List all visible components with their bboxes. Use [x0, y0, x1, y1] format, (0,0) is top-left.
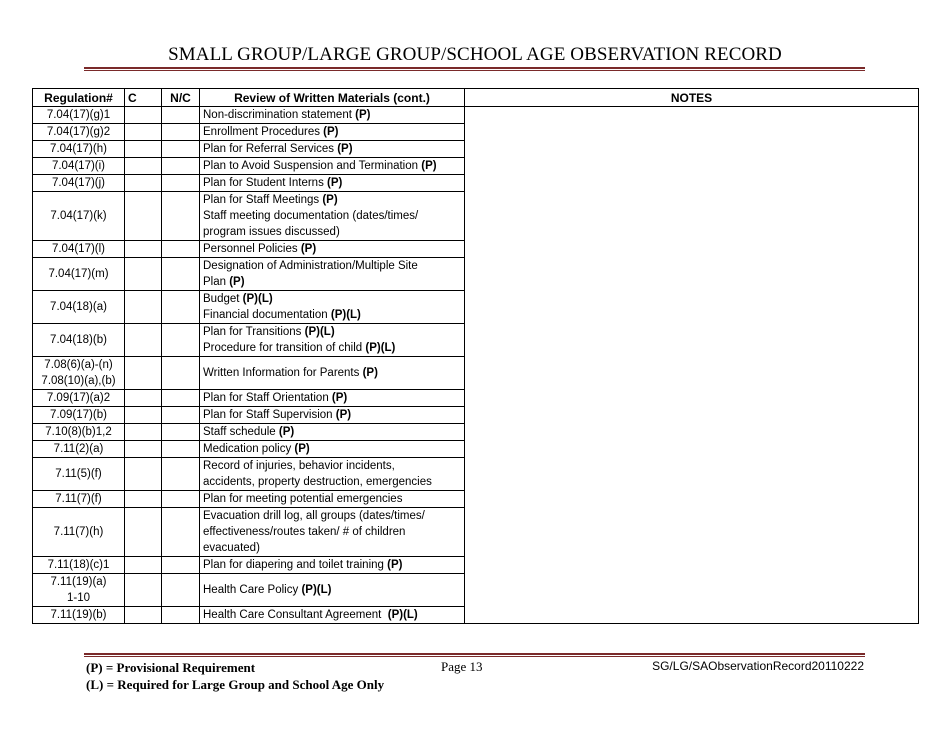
review-line: [203, 441, 461, 457]
regulation-cell: [33, 441, 125, 458]
review-text: Financial documentation: [203, 309, 331, 321]
regulation-cell: [33, 107, 125, 124]
review-cell: [200, 607, 465, 624]
compliant-cell[interactable]: [125, 241, 162, 258]
review-line: [203, 192, 461, 208]
title-rule: [84, 67, 865, 69]
non-compliant-cell[interactable]: [162, 241, 200, 258]
review-cell: [200, 491, 465, 508]
compliant-cell[interactable]: [125, 574, 162, 607]
regulation-text: 7.11(19)(b): [50, 609, 107, 621]
compliant-cell[interactable]: [125, 141, 162, 158]
review-cell: [200, 158, 465, 175]
review-line: [203, 458, 461, 474]
regulation-text: 7.04(17)(h): [50, 143, 107, 155]
regulation-text: 7.04(18)(b): [50, 334, 107, 346]
regulation-text: 7.09(17)(a)2: [46, 392, 111, 404]
regulation-cell: [33, 458, 125, 491]
regulation-text: 7.11(5)(f): [55, 468, 102, 480]
non-compliant-cell[interactable]: [162, 107, 200, 124]
review-line: [203, 224, 461, 240]
review-text: Procedure for transition of child: [203, 342, 366, 354]
requirement-code: (P): [323, 126, 339, 138]
regulation-text: 7.04(17)(m): [48, 268, 109, 280]
review-text: evacuated): [203, 542, 260, 554]
review-text: Plan: [203, 276, 230, 288]
regulation-text: 7.11(2)(a): [53, 443, 104, 455]
footer-rule: [84, 653, 865, 655]
compliant-cell[interactable]: [125, 258, 162, 291]
review-line: [203, 141, 461, 157]
requirement-code: (P): [355, 109, 371, 121]
review-text: Health Care Consultant Agreement: [203, 609, 388, 621]
review-cell: [200, 424, 465, 441]
compliant-cell[interactable]: [125, 291, 162, 324]
regulation-cell: [33, 357, 125, 390]
regulation-text: 7.08(10)(a),(b): [41, 375, 116, 387]
regulation-text: 7.04(18)(a): [50, 301, 107, 313]
non-compliant-cell[interactable]: [162, 192, 200, 241]
regulation-text: 7.11(7)(h): [53, 526, 104, 538]
non-compliant-cell[interactable]: [162, 158, 200, 175]
footer-rule-thin: [84, 656, 865, 657]
review-text: Staff schedule: [203, 426, 279, 438]
review-line: [203, 175, 461, 191]
compliant-cell[interactable]: [125, 407, 162, 424]
review-text: Plan for Staff Supervision: [203, 409, 336, 421]
page-title: SMALL GROUP/LARGE GROUP/SCHOOL AGE OBSERVATION RECORD: [168, 44, 782, 65]
page-number: Page 13: [441, 659, 483, 674]
table-header-row: [33, 89, 919, 107]
non-compliant-cell[interactable]: [162, 491, 200, 508]
regulation-text: 7.09(17)(b): [50, 409, 107, 421]
review-line: [203, 208, 461, 224]
requirement-code: (P)(L): [304, 326, 335, 338]
requirement-code: (P)(L): [365, 342, 396, 354]
compliant-cell[interactable]: [125, 107, 162, 124]
review-line: [203, 258, 461, 274]
review-text: Plan for Referral Services: [203, 143, 338, 155]
requirement-code: (P): [387, 559, 403, 571]
review-cell: [200, 291, 465, 324]
compliant-cell[interactable]: [125, 175, 162, 192]
compliant-cell[interactable]: [125, 324, 162, 357]
non-compliant-cell[interactable]: [162, 258, 200, 291]
non-compliant-cell[interactable]: [162, 458, 200, 491]
review-text: Plan for Student Interns: [203, 177, 328, 189]
requirement-code: (P): [421, 160, 437, 172]
title-rule-thin: [84, 70, 865, 71]
review-text: Staff meeting documentation (dates/times/: [203, 210, 419, 222]
compliant-cell[interactable]: [125, 607, 162, 624]
non-compliant-cell[interactable]: [162, 141, 200, 158]
review-line: [203, 508, 461, 524]
review-text: Personnel Policies: [203, 243, 301, 255]
review-line: [203, 241, 461, 257]
non-compliant-cell[interactable]: [162, 390, 200, 407]
non-compliant-cell[interactable]: [162, 424, 200, 441]
review-text: Plan for Staff Orientation: [203, 392, 332, 404]
review-line: [203, 474, 461, 490]
compliant-cell[interactable]: [125, 158, 162, 175]
review-text: Record of injuries, behavior incidents,: [203, 460, 395, 472]
non-compliant-cell[interactable]: [162, 357, 200, 390]
review-line: [203, 491, 461, 507]
review-line: [203, 424, 461, 440]
regulation-cell: [33, 291, 125, 324]
regulation-text: 7.04(17)(l): [51, 243, 106, 255]
requirement-code: (P): [278, 426, 295, 438]
review-text: Designation of Administration/Multiple Site: [203, 260, 418, 272]
review-cell: [200, 141, 465, 158]
regulation-cell: [33, 491, 125, 508]
compliant-cell[interactable]: [125, 491, 162, 508]
non-compliant-cell[interactable]: [162, 508, 200, 557]
document-id: SG/LG/SAObservationRecord20110222: [652, 659, 864, 673]
review-text: program issues discussed): [203, 226, 340, 238]
review-line: [203, 557, 461, 573]
compliant-cell[interactable]: [125, 441, 162, 458]
non-compliant-cell[interactable]: [162, 407, 200, 424]
compliant-cell[interactable]: [125, 192, 162, 241]
regulation-text: 7.04(17)(g)1: [46, 109, 111, 121]
regulation-text: 1-10: [66, 592, 91, 604]
review-text: Budget: [203, 293, 243, 305]
regulation-cell: [33, 141, 125, 158]
review-line: [203, 307, 461, 323]
regulation-cell: [33, 258, 125, 291]
non-compliant-cell[interactable]: [162, 557, 200, 574]
regulation-cell: [33, 508, 125, 557]
review-line: [203, 524, 461, 540]
review-line: [203, 340, 461, 356]
review-line: [203, 107, 461, 123]
regulation-text: 7.04(17)(j): [51, 177, 106, 189]
regulation-text: 7.04(17)(g)2: [46, 126, 111, 138]
review-line: [203, 390, 461, 406]
regulation-cell: [33, 324, 125, 357]
regulation-cell: [33, 241, 125, 258]
review-line: [203, 291, 461, 307]
review-cell: [200, 357, 465, 390]
header-regulation: Regulation#: [33, 89, 125, 107]
non-compliant-cell[interactable]: [162, 124, 200, 141]
review-text: Enrollment Procedures: [203, 126, 324, 138]
header-c: C: [125, 89, 162, 107]
review-text: Evacuation drill log, all groups (dates/times/: [203, 510, 425, 522]
review-text: Health Care Policy: [203, 584, 302, 596]
regulation-text: 7.11(18)(c)1: [47, 559, 110, 571]
review-line: [203, 540, 461, 556]
review-line: [203, 582, 461, 598]
requirement-code: (P)(L): [387, 609, 418, 621]
regulation-text: 7.10(8)(b)1,2: [45, 426, 112, 438]
review-cell: [200, 458, 465, 491]
table-row: [33, 107, 919, 124]
table-body: [33, 107, 919, 624]
review-cell: [200, 124, 465, 141]
review-cell: [200, 241, 465, 258]
requirement-code: (P)(L): [301, 584, 332, 596]
regulation-cell: [33, 574, 125, 607]
review-line: [203, 158, 461, 174]
requirement-code: (P): [300, 243, 317, 255]
review-text: Plan for Transitions: [203, 326, 305, 338]
requirement-code: (P): [327, 177, 343, 189]
review-line: [203, 124, 461, 140]
compliant-cell[interactable]: [125, 557, 162, 574]
compliant-cell[interactable]: [125, 424, 162, 441]
review-text: Plan to Avoid Suspension and Termination: [203, 160, 422, 172]
review-line: [203, 607, 461, 623]
review-text: Medication policy: [203, 443, 295, 455]
requirement-code: (P): [362, 367, 378, 379]
review-cell: [200, 407, 465, 424]
requirement-code: (P): [322, 194, 338, 206]
review-text: accidents, property destruction, emergencies: [203, 476, 432, 488]
requirement-code: (P): [229, 276, 245, 288]
regulation-cell: [33, 557, 125, 574]
review-cell: [200, 574, 465, 607]
review-text: Plan for Staff Meetings: [203, 194, 323, 206]
non-compliant-cell[interactable]: [162, 175, 200, 192]
header-review: Review of Written Materials (cont.): [200, 89, 465, 107]
review-line: [203, 324, 461, 340]
footer-legend: [86, 659, 384, 693]
requirement-code: (P): [337, 143, 353, 155]
requirement-code: (P)(L): [330, 309, 361, 321]
regulation-text: 7.11(7)(f): [55, 493, 102, 505]
regulation-cell: [33, 158, 125, 175]
notes-cell[interactable]: [465, 107, 919, 624]
non-compliant-cell[interactable]: [162, 324, 200, 357]
requirement-code: (P): [331, 392, 348, 404]
review-line: [203, 407, 461, 423]
regulation-cell: [33, 424, 125, 441]
legend-provisional: (P) = Provisional Requirement: [86, 660, 256, 675]
regulation-text: 7.11(19)(a): [50, 576, 107, 588]
compliant-cell[interactable]: [125, 357, 162, 390]
regulation-cell: [33, 407, 125, 424]
regulation-cell: [33, 124, 125, 141]
regulation-cell: [33, 607, 125, 624]
header-notes: NOTES: [465, 89, 919, 107]
review-text: Plan for diapering and toilet training: [203, 559, 388, 571]
review-cell: [200, 390, 465, 407]
non-compliant-cell[interactable]: [162, 607, 200, 624]
review-text: effectiveness/routes taken/ # of children: [203, 526, 406, 538]
review-cell: [200, 258, 465, 291]
legend-large-group: (L) = Required for Large Group and School Age Only: [86, 677, 385, 692]
regulation-text: 7.08(6)(a)-(n): [44, 359, 113, 371]
header-nc: N/C: [162, 89, 200, 107]
non-compliant-cell[interactable]: [162, 441, 200, 458]
requirement-code: (P): [294, 443, 310, 455]
review-line: [203, 365, 461, 381]
review-cell: [200, 557, 465, 574]
review-cell: [200, 107, 465, 124]
regulation-cell: [33, 390, 125, 407]
regulation-cell: [33, 175, 125, 192]
non-compliant-cell[interactable]: [162, 574, 200, 607]
compliant-cell[interactable]: [125, 458, 162, 491]
compliant-cell[interactable]: [125, 390, 162, 407]
non-compliant-cell[interactable]: [162, 291, 200, 324]
review-cell: [200, 324, 465, 357]
compliant-cell[interactable]: [125, 508, 162, 557]
review-cell: [200, 175, 465, 192]
review-line: [203, 274, 461, 290]
review-cell: [200, 192, 465, 241]
observation-table: [32, 88, 919, 624]
regulation-text: 7.04(17)(i): [51, 160, 106, 172]
requirement-code: (P): [335, 409, 352, 421]
review-text: Written Information for Parents: [203, 367, 363, 379]
review-cell: [200, 441, 465, 458]
regulation-text: 7.04(17)(k): [50, 210, 107, 222]
requirement-code: (P)(L): [242, 293, 273, 305]
review-text: Non-discrimination statement: [203, 109, 356, 121]
compliant-cell[interactable]: [125, 124, 162, 141]
review-text: Plan for meeting potential emergencies: [203, 493, 403, 505]
regulation-cell: [33, 192, 125, 241]
review-cell: [200, 508, 465, 557]
